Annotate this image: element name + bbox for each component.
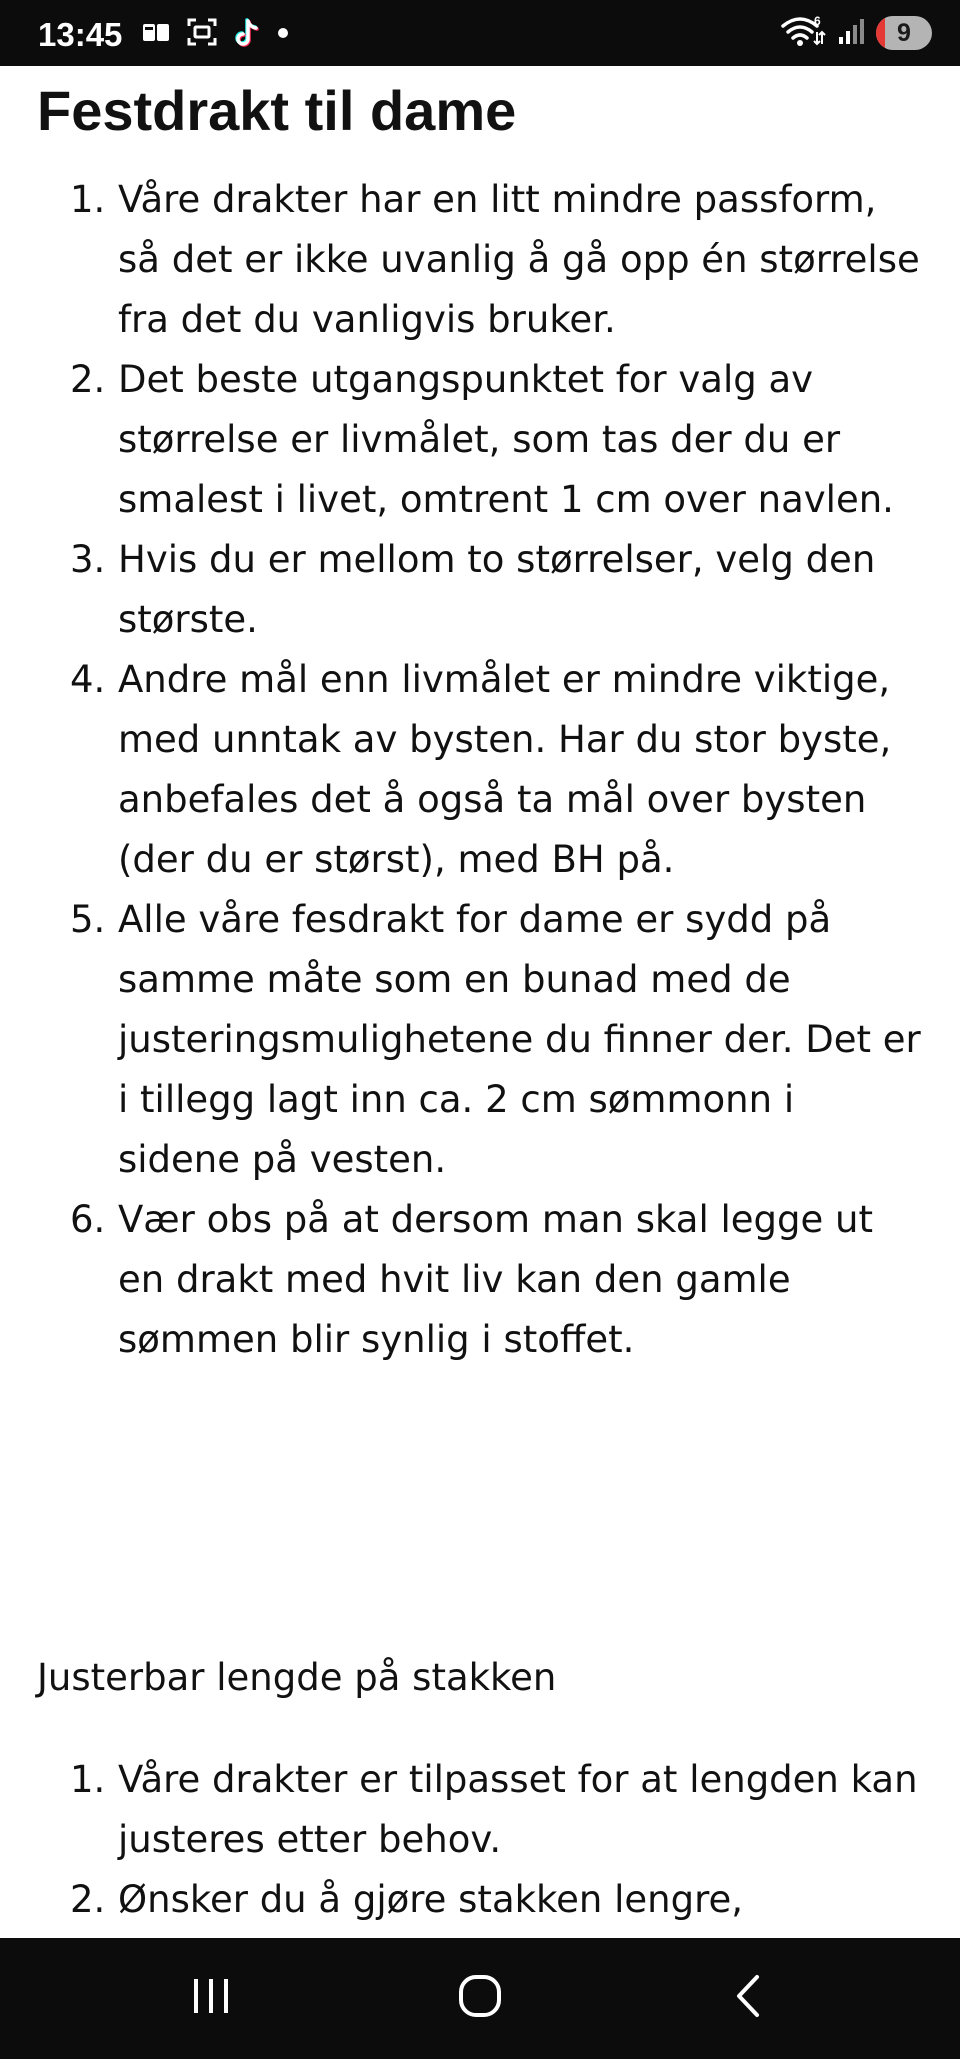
list-item <box>0 650 960 890</box>
wifi-icon <box>780 14 826 52</box>
status-time: 13:45 <box>38 16 123 53</box>
wifi-badge: 6 <box>814 14 821 28</box>
recent-apps-button[interactable] <box>179 1966 243 2030</box>
status-icons-left <box>142 18 290 50</box>
status-icons-right <box>780 16 932 50</box>
list-item-text: Våre drakter er tilpasset for at lengden kan justeres etter behov. <box>118 1758 918 1861</box>
section-heading: Justerbar lengde på stakken <box>37 1656 557 1699</box>
list-item <box>0 1870 960 1930</box>
length-adjustment-list <box>0 1750 960 1930</box>
cellular-signal-icon <box>838 17 864 49</box>
list-item-number: 6. <box>70 1198 106 1241</box>
battery-icon <box>876 16 932 50</box>
news-icon <box>142 21 172 47</box>
recent-apps-icon <box>189 1976 233 2020</box>
page-content[interactable] <box>0 66 960 1938</box>
list-item-number: 4. <box>70 658 106 701</box>
screenshot-icon <box>186 16 218 52</box>
back-icon <box>729 1973 769 2023</box>
list-item <box>0 890 960 1190</box>
list-item <box>0 1190 960 1370</box>
list-item-text: Ønsker du å gjøre stakken lengre, <box>118 1878 744 1921</box>
list-item-number: 2. <box>70 1878 106 1921</box>
list-item-number: 1. <box>70 1758 106 1801</box>
list-item-text: Vær obs på at dersom man skal legge ut en drakt med hvit liv kan den gamle sømmen blir synlig i stoffet. <box>118 1198 874 1361</box>
list-item-number: 1. <box>70 178 106 221</box>
list-item <box>0 1750 960 1870</box>
list-item-text: Alle våre fesdrakt for dame er sydd på samme måte som en bunad med de justeringsmulighetene du finner der. Det er i tillegg lagt inn ca. 2 cm sømmonn i sidene på vesten. <box>118 898 921 1181</box>
list-item <box>0 350 960 530</box>
home-button[interactable] <box>448 1966 512 2030</box>
list-item-number: 2. <box>70 358 106 401</box>
back-button[interactable] <box>717 1966 781 2030</box>
list-item <box>0 170 960 350</box>
list-item-text: Andre mål enn livmålet er mindre viktige, med unntak av bysten. Har du stor byste, anbefales det å også ta mål over bysten (der du er størst), med BH på. <box>118 658 892 881</box>
size-guide-list <box>0 170 960 1370</box>
navigation-bar <box>0 1938 960 2059</box>
status-bar <box>0 0 960 66</box>
list-item-text: Våre drakter har en litt mindre passform, så det er ikke uvanlig å gå opp én størrelse fra det du vanligvis bruker. <box>118 178 920 341</box>
list-item <box>0 530 960 650</box>
battery-level: 9 <box>897 19 911 47</box>
notification-dot-icon <box>276 25 290 44</box>
page-title: Festdrakt til dame <box>37 79 517 142</box>
list-item-text: Hvis du er mellom to størrelser, velg den største. <box>118 538 876 641</box>
home-icon <box>457 1973 503 2023</box>
list-item-text: Det beste utgangspunktet for valg av størrelse er livmålet, som tas der du er smalest i livet, omtrent 1 cm over navlen. <box>118 358 894 521</box>
tiktok-icon <box>232 16 262 52</box>
list-item-number: 3. <box>70 538 106 581</box>
list-item-number: 5. <box>70 898 106 941</box>
